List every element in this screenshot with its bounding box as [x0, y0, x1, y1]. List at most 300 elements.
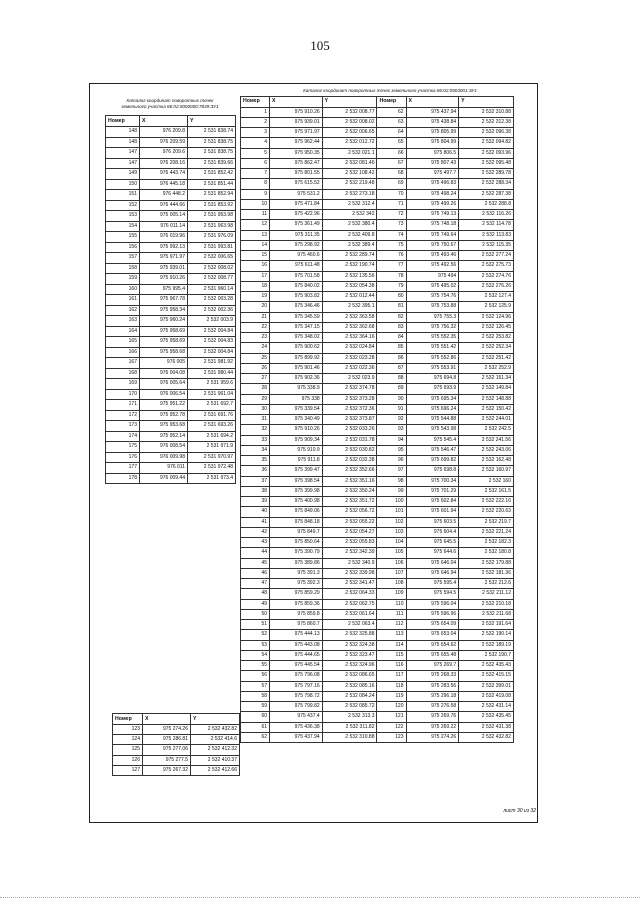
table-row [241, 169, 514, 179]
table-row [241, 251, 514, 261]
y-coordinate: 2 532 127.4 [459, 292, 514, 302]
y-coordinate: 2 532 435.43 [459, 661, 514, 671]
coordinates-table-bottom [112, 713, 240, 776]
x-coordinate: 975 939.01 [270, 117, 323, 127]
y-coordinate: 2 532 242.5 [459, 425, 514, 435]
point-number: 76 [377, 251, 406, 261]
y-coordinate: 2 531 692.7 [188, 400, 236, 411]
point-number: 147 [106, 148, 140, 159]
table-header-row [113, 714, 240, 725]
point-number: 56 [241, 671, 270, 681]
y-coordinate: 2 532 362.68 [322, 322, 377, 332]
table-row [241, 271, 514, 281]
point-number: 83 [377, 322, 406, 332]
point-number: 23 [241, 333, 270, 343]
x-coordinate: 975 398.54 [270, 476, 323, 486]
x-coordinate: 975 749.13 [406, 210, 459, 220]
table-row [106, 190, 236, 201]
x-coordinate: 975 807.43 [406, 158, 459, 168]
x-coordinate: 976 009.44 [140, 473, 188, 484]
header-x: X [143, 714, 191, 725]
y-coordinate: 2 532 289.78 [459, 169, 514, 179]
x-coordinate: 975 995.4 [140, 284, 188, 295]
point-number: 104 [377, 538, 406, 548]
table-row [241, 302, 514, 312]
y-coordinate: 2 532 182.3 [459, 538, 514, 548]
table-row [241, 691, 514, 701]
x-coordinate: 975 971.97 [270, 128, 323, 138]
table-row [241, 548, 514, 558]
point-number: 174 [106, 431, 140, 442]
point-number: 78 [377, 271, 406, 281]
y-coordinate: 2 532 181.36 [459, 568, 514, 578]
x-coordinate: 975 345.59 [270, 312, 323, 322]
x-coordinate: 976 011.14 [140, 221, 188, 232]
point-number: 9 [241, 189, 270, 199]
point-number: 62 [241, 732, 270, 742]
y-coordinate: 2 532 115.35 [459, 240, 514, 250]
point-number: 40 [241, 507, 270, 517]
x-coordinate: 976 009.98 [140, 452, 188, 463]
x-coordinate: 975 596.04 [406, 599, 459, 609]
x-coordinate: 975 444.65 [270, 650, 323, 660]
table-row [106, 127, 236, 138]
point-number: 70 [377, 189, 406, 199]
y-coordinate: 2 532 030.82 [322, 445, 377, 455]
y-coordinate: 2 532 004.84 [188, 326, 236, 337]
table-row [241, 374, 514, 384]
x-coordinate: 975 497.7 [406, 169, 459, 179]
x-coordinate: 975 909.34 [270, 435, 323, 445]
y-coordinate: 2 532 114.78 [459, 220, 514, 230]
point-number: 160 [106, 284, 140, 295]
point-number: 34 [241, 445, 270, 455]
table-row [113, 735, 240, 745]
x-coordinate: 976 209.8 [140, 127, 188, 138]
y-coordinate: 2 532 211.12 [459, 589, 514, 599]
x-coordinate: 975 399.47 [270, 466, 323, 476]
x-coordinate: 975 958.69 [140, 326, 188, 337]
point-number: 43 [241, 538, 270, 548]
point-number: 176 [106, 452, 140, 463]
header-y: Y [459, 97, 514, 108]
point-number: 68 [377, 169, 406, 179]
y-coordinate: 2 532 085.72 [322, 702, 377, 712]
header-y: Y [188, 116, 236, 127]
table-row [106, 379, 236, 390]
point-number: 57 [241, 681, 270, 691]
x-coordinate: 975 952.14 [140, 431, 188, 442]
point-number: 42 [241, 527, 270, 537]
y-coordinate: 2 532 096.38 [459, 128, 514, 138]
y-coordinate: 2 532 312.4 [322, 199, 377, 209]
point-number: 98 [377, 476, 406, 486]
y-coordinate: 2 532 095.48 [459, 158, 514, 168]
caption-left [100, 98, 240, 110]
point-number: 30 [241, 404, 270, 414]
point-number: 5 [241, 148, 270, 158]
point-number: 2 [241, 117, 270, 127]
y-coordinate: 2 532 054.38 [322, 281, 377, 291]
point-number: 121 [377, 712, 406, 722]
point-number: 14 [241, 240, 270, 250]
x-coordinate: 975 437.94 [406, 107, 459, 117]
y-coordinate: 2 532 340.9 [322, 558, 377, 568]
table-row [241, 363, 514, 373]
x-coordinate: 975 699.82 [406, 456, 459, 466]
x-coordinate: 975 796.08 [270, 671, 323, 681]
table-row [113, 725, 240, 735]
x-coordinate: 975 602.84 [406, 497, 459, 507]
x-coordinate: 975 862.47 [270, 158, 323, 168]
point-number: 52 [241, 630, 270, 640]
point-number: 89 [377, 384, 406, 394]
x-coordinate: 975 471.84 [270, 199, 323, 209]
x-coordinate: 976 008.54 [140, 442, 188, 453]
point-number: 37 [241, 476, 270, 486]
table-row [106, 158, 236, 169]
point-number: 6 [241, 158, 270, 168]
point-number: 165 [106, 337, 140, 348]
y-coordinate: 2 532 031.78 [322, 435, 377, 445]
point-number: 25 [241, 353, 270, 363]
table-row [106, 347, 236, 358]
y-coordinate: 2 532 012.72 [322, 138, 377, 148]
point-number: 111 [377, 609, 406, 619]
y-coordinate: 2 532 289.74 [322, 251, 377, 261]
table-row [106, 421, 236, 432]
point-number: 50 [241, 609, 270, 619]
point-number: 106 [377, 558, 406, 568]
point-number: 161 [106, 295, 140, 306]
table-row [106, 337, 236, 348]
y-coordinate: 2 532 415.15 [459, 671, 514, 681]
y-coordinate: 2 532 339.98 [322, 568, 377, 578]
table-row [241, 179, 514, 189]
y-coordinate: 2 532 341.47 [322, 579, 377, 589]
y-coordinate: 2 532 161.5 [459, 486, 514, 496]
y-coordinate: 2 531 693.26 [188, 421, 236, 432]
y-coordinate: 2 532 253.82 [459, 333, 514, 343]
x-coordinate: 975 444.13 [270, 630, 323, 640]
table-row [241, 415, 514, 425]
y-coordinate: 2 532 220.63 [459, 507, 514, 517]
point-number: 59 [241, 702, 270, 712]
y-coordinate: 2 532 055.83 [322, 538, 377, 548]
point-number: 84 [377, 333, 406, 343]
point-number: 95 [377, 445, 406, 455]
x-coordinate: 975 801.55 [270, 169, 323, 179]
point-number: 96 [377, 456, 406, 466]
table-row [106, 232, 236, 243]
y-coordinate: 2 532 056.72 [322, 507, 377, 517]
y-coordinate: 2 532 412.66 [191, 765, 240, 775]
table-row [106, 242, 236, 253]
table-row [241, 261, 514, 271]
point-number: 99 [377, 486, 406, 496]
point-number: 15 [241, 251, 270, 261]
table-row [241, 466, 514, 476]
y-coordinate: 2 532 054.27 [322, 527, 377, 537]
point-number: 69 [377, 179, 406, 189]
page-number: 105 [310, 38, 330, 53]
x-coordinate: 975 551.42 [406, 343, 459, 353]
y-coordinate: 2 532 151.34 [459, 374, 514, 384]
point-number: 61 [241, 722, 270, 732]
x-coordinate: 975 400.98 [270, 497, 323, 507]
x-coordinate: 975 492.56 [406, 261, 459, 271]
table-row [241, 435, 514, 445]
table-row [241, 507, 514, 517]
table-row [106, 137, 236, 148]
x-coordinate: 976 209.59 [140, 137, 188, 148]
table-row [241, 189, 514, 199]
x-coordinate: 975 445.54 [270, 661, 323, 671]
point-number: 11 [241, 210, 270, 220]
point-number: 21 [241, 312, 270, 322]
x-coordinate: 975 655.48 [406, 650, 459, 660]
y-coordinate: 2 532 363.58 [322, 312, 377, 322]
x-coordinate: 975 939.01 [140, 263, 188, 274]
x-coordinate: 975 654.09 [406, 620, 459, 630]
y-coordinate: 2 532 432.82 [191, 725, 240, 735]
table-row [241, 394, 514, 404]
y-coordinate: 2 532 352.66 [322, 466, 377, 476]
point-number: 157 [106, 253, 140, 264]
x-coordinate: 975 611.48 [270, 261, 323, 271]
y-coordinate: 2 532 190.14 [459, 630, 514, 640]
y-coordinate: 2 532 148.88 [459, 394, 514, 404]
y-coordinate: 2 532 432.82 [459, 732, 514, 742]
y-coordinate: 2 532 274.76 [459, 271, 514, 281]
table-row [241, 620, 514, 630]
point-number: 67 [377, 158, 406, 168]
table-row [241, 671, 514, 681]
y-coordinate: 2 532 409.8 [322, 230, 377, 240]
y-coordinate: 2 532 162.48 [459, 456, 514, 466]
y-coordinate: 2 532 241.56 [459, 435, 514, 445]
y-coordinate: 2 532 212.6 [459, 579, 514, 589]
x-coordinate: 975 361.49 [270, 220, 323, 230]
x-coordinate: 975 700.34 [406, 476, 459, 486]
point-number: 171 [106, 400, 140, 411]
point-number: 173 [106, 421, 140, 432]
table-row [241, 210, 514, 220]
y-coordinate: 2 531 971.9 [188, 442, 236, 453]
point-number: 112 [377, 620, 406, 630]
point-number: 113 [377, 630, 406, 640]
y-coordinate: 2 532 311.82 [322, 722, 377, 732]
point-number: 47 [241, 579, 270, 589]
x-coordinate: 975 499.26 [406, 199, 459, 209]
y-coordinate: 2 532 108.42 [322, 169, 377, 179]
table-header-row [106, 116, 236, 127]
header-num: Номер [113, 714, 143, 725]
x-coordinate: 975 296.18 [406, 691, 459, 701]
table-row [241, 538, 514, 548]
x-coordinate: 975 653.04 [406, 630, 459, 640]
y-coordinate: 2 532 389.4 [322, 240, 377, 250]
y-coordinate: 2 532 064.33 [322, 589, 377, 599]
y-coordinate: 2 531 853.92 [188, 200, 236, 211]
x-coordinate: 975 437.94 [270, 732, 323, 742]
point-number: 167 [106, 358, 140, 369]
y-coordinate: 2 532 008.77 [188, 274, 236, 285]
point-number: 72 [377, 210, 406, 220]
point-number: 10 [241, 199, 270, 209]
table-row [106, 400, 236, 411]
x-coordinate: 975 960.24 [140, 316, 188, 327]
point-number: 115 [377, 650, 406, 660]
x-coordinate: 975 910.26 [270, 107, 323, 117]
point-number: 153 [106, 211, 140, 222]
x-coordinate: 975 950.35 [270, 148, 323, 158]
point-number: 94 [377, 435, 406, 445]
point-number: 97 [377, 466, 406, 476]
x-coordinate: 975 958.34 [140, 305, 188, 316]
point-number: 75 [377, 240, 406, 250]
x-coordinate: 975 951.22 [140, 400, 188, 411]
point-number: 28 [241, 384, 270, 394]
point-number: 117 [377, 671, 406, 681]
x-coordinate: 975 338 [270, 394, 323, 404]
y-coordinate: 2 532 084.24 [322, 691, 377, 701]
y-coordinate: 2 532 006.65 [188, 253, 236, 264]
table-row [241, 486, 514, 496]
x-coordinate: 975 806.5 [406, 148, 459, 158]
point-number: 147 [106, 158, 140, 169]
table-row [106, 368, 236, 379]
x-coordinate: 975 971.97 [140, 253, 188, 264]
x-coordinate: 975 859.36 [270, 599, 323, 609]
point-number: 77 [377, 261, 406, 271]
y-coordinate: 2 532 191.64 [459, 620, 514, 630]
table-row [241, 281, 514, 291]
y-coordinate: 2 532 313.3 [322, 712, 377, 722]
table-row [106, 211, 236, 222]
y-coordinate: 2 532 395.1 [322, 302, 377, 312]
x-coordinate: 975 005.14 [140, 211, 188, 222]
y-coordinate: 2 531 959.6 [188, 379, 236, 390]
y-coordinate: 2 532 252.9 [459, 363, 514, 373]
y-coordinate: 2 531 972.48 [188, 463, 236, 474]
x-coordinate: 976 444.66 [140, 200, 188, 211]
x-coordinate: 976 448.2 [140, 190, 188, 201]
y-coordinate: 2 532 431.38 [459, 722, 514, 732]
point-number: 87 [377, 363, 406, 373]
x-coordinate: 975 268.33 [406, 671, 459, 681]
point-number: 126 [113, 755, 143, 765]
point-number: 107 [377, 568, 406, 578]
coordinates-table-left [105, 115, 236, 484]
table-row [241, 579, 514, 589]
x-coordinate: 975 274.26 [143, 725, 191, 735]
y-coordinate: 2 532 116.26 [459, 210, 514, 220]
y-coordinate: 2 532 160 [459, 476, 514, 486]
point-number: 92 [377, 415, 406, 425]
y-coordinate: 2 532 287.38 [459, 189, 514, 199]
y-coordinate: 2 532 275.73 [459, 261, 514, 271]
y-coordinate: 2 532 033.26 [322, 425, 377, 435]
table-row [106, 169, 236, 180]
x-coordinate: 976 209.6 [140, 148, 188, 159]
point-number: 163 [106, 316, 140, 327]
y-coordinate: 2 532 277.24 [459, 251, 514, 261]
point-number: 66 [377, 148, 406, 158]
point-number: 108 [377, 579, 406, 589]
table-row [241, 158, 514, 168]
point-number: 80 [377, 292, 406, 302]
x-coordinate: 975 604.4 [406, 527, 459, 537]
x-coordinate: 975 911.8 [270, 456, 323, 466]
y-coordinate: 2 532 222.16 [459, 497, 514, 507]
caption-left-line-1: Каталог координат поворотных точек [126, 98, 214, 103]
y-coordinate: 2 532 180.8 [459, 548, 514, 558]
x-coordinate: 975 390.79 [270, 548, 323, 558]
y-coordinate: 2 531 838.75 [188, 137, 236, 148]
x-coordinate: 975 750.67 [406, 240, 459, 250]
point-number: 148 [106, 127, 140, 138]
y-coordinate: 2 531 691.76 [188, 410, 236, 421]
header-x: X [140, 116, 188, 127]
x-coordinate: 975 438.84 [406, 117, 459, 127]
y-coordinate: 2 531 973.4 [188, 473, 236, 484]
point-number: 51 [241, 620, 270, 630]
x-coordinate: 975 348.02 [270, 333, 323, 343]
x-coordinate: 975 850.64 [270, 538, 323, 548]
x-coordinate: 975 698.8 [406, 466, 459, 476]
y-coordinate: 2 531 851.44 [188, 179, 236, 190]
x-coordinate: 975 498.24 [406, 189, 459, 199]
y-coordinate: 2 532 081.46 [322, 158, 377, 168]
point-number: 53 [241, 640, 270, 650]
y-coordinate: 2 532 312.38 [459, 117, 514, 127]
point-number: 164 [106, 326, 140, 337]
x-coordinate: 975 749.64 [406, 230, 459, 240]
x-coordinate: 975 494 [406, 271, 459, 281]
x-coordinate: 975 543.98 [406, 425, 459, 435]
point-number: 159 [106, 274, 140, 285]
y-coordinate: 2 532 126.45 [459, 322, 514, 332]
x-coordinate: 975 544.88 [406, 415, 459, 425]
table-row [113, 755, 240, 765]
y-coordinate: 2 532 219.7 [459, 517, 514, 527]
y-coordinate: 2 532 022.36 [322, 363, 377, 373]
y-coordinate: 2 531 838.74 [188, 127, 236, 138]
y-coordinate: 2 532 288.34 [459, 179, 514, 189]
x-coordinate: 975 545.4 [406, 435, 459, 445]
table-row [106, 295, 236, 306]
y-coordinate: 2 532 414.6 [191, 735, 240, 745]
y-coordinate: 2 532 179.88 [459, 558, 514, 568]
header-y: Y [322, 97, 377, 108]
x-coordinate: 975 339.54 [270, 404, 323, 414]
point-number: 85 [377, 343, 406, 353]
x-coordinate: 975 694.8 [406, 374, 459, 384]
header-y: Y [191, 714, 240, 725]
table-row [241, 722, 514, 732]
table-row [241, 476, 514, 486]
scan-edge-line [0, 897, 640, 899]
x-coordinate: 975 952.78 [140, 410, 188, 421]
point-number: 103 [377, 527, 406, 537]
x-coordinate: 975 298.92 [270, 240, 323, 250]
x-coordinate: 975 495.02 [406, 281, 459, 291]
x-coordinate: 975 701.29 [406, 486, 459, 496]
table-row [241, 322, 514, 332]
table-row [106, 431, 236, 442]
y-coordinate: 2 531 694.2 [188, 431, 236, 442]
